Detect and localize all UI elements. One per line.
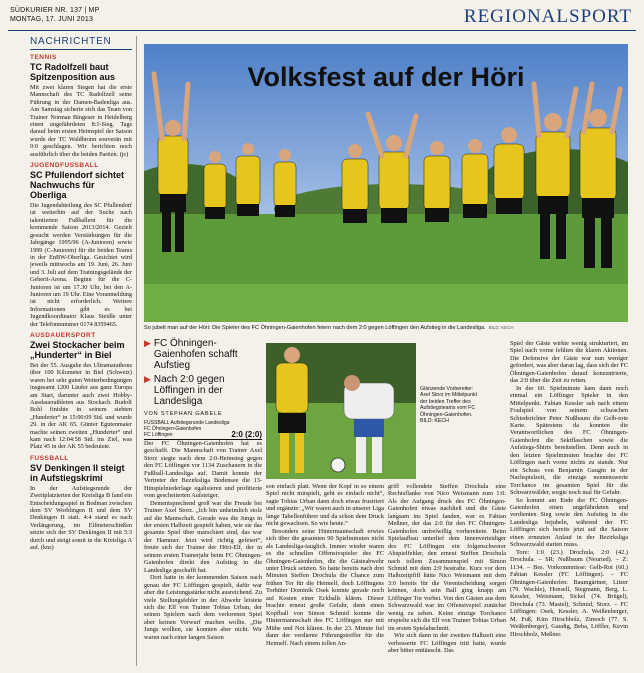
photo-credit: BILD: KECH <box>420 418 449 425</box>
paragraph: Spiel der Gäste wirkte wenig strukturiert, im Spiel nach vorne fehlten die klaren Aktionen. Die Defensive der Gäste war nun weniger gefordert, was aber daran lag, dass sich der FC Öhningen-Gaienhofen darauf konzentrierte, das 2:0 über die Zeit zu retten. <box>510 340 628 385</box>
away-team: FC Löffingen <box>144 432 173 438</box>
caption-text: So jubelt man auf der Höri: Die Spieler des FC Öhningen-Gaienhofen feiern nach dem 2:0 gegen Löffingen den Aufstieg in die Landesliga. <box>144 325 486 331</box>
news-headline: SV Denkingen II steigt in Aufstiegskrimi <box>30 462 125 483</box>
bullet-item <box>144 338 260 371</box>
action-photo-illustration <box>266 343 416 479</box>
main-photo <box>144 44 628 322</box>
photo-credit: BILD: KECH <box>488 325 514 330</box>
paragraph: Besonders seine Hintermannschaft erwies sich über die gesamten 90 Spielminuten nicht als Landesliga-tauglich. Immer wieder waren es die schnellen Offensivspieler des FC Öhningen-Gaienhofen, die die Gästeabwehr unter Druck setzten. So hatte bereits nach drei Minuten Steffen Drochula die Chance zum frühen Tor für die Heimelf, doch Löffingens Torhüter Dominik Osek konnte gerade noch auf Kosten einer Eckballs klären. Dieser brachte erneut große Gefahr, denn einen Kopfball von Simon Schmid konnte die Hintermannschaft des FC Löffingen nur mit Mühe und Not klären. In der 23. Minute fiel dann der verdiente Führungstreffer für die Heimelf. Nach einem tollen An- <box>266 527 384 647</box>
news-kicker: AUSDAUERSPORT <box>30 331 96 339</box>
news-body: Die Jugendabteilung des SC Pfullendorf ist weiterhin auf der Suche nach talentierten Fußballern für die kommende Saison 2013/2014. Gezielt gesucht werden Verstärkungen für die Jahrgänge 1995/96 (A-Junioren) sowie 1999 (C-Junioren) für die beiden Teams in der EnBW-Oberliga. Gesichtet wird jeweils mittwochs am 19. Juni, 26. Juni und 3. Juli auf dem Trainingsgelände der Geberit-Arena. Beginn für die C-Junioren ist um 17.30 Uhr, bei den A-Junioren um 19 Uhr. Eine Voranmeldung ist nicht erforderlich. Weitere Informationen gibt es bei Jugendkoordinator Klaus Steidle unter der Telefonnummer 0174 8359465. <box>30 202 132 328</box>
news-body: Bei der 55. Ausgabe des Ultramarathons über 100 Kilometer in Biel (Schweiz) waren bei sehr guten Wetterbedingungen insgesamt 1200 Läufer aus ganz Europa am Start, darunter auch zwei Hobby-Ausdauerathleten aus Stockach. Rudolf Bohl finishte in seinem siebten „Hunderter“ in 15:00:09 Std. und wurde 29. in der AK 65. Günter Egutenmaier machte seinen zweiten „Hunderter“ und kam nach 12:04:58 Std. ins Ziel, was Platz 45 in der AK 55 bedeutete. <box>30 361 132 451</box>
news-kicker: JUGENDFUSSBALL <box>30 162 99 170</box>
article-column-4 <box>510 340 628 666</box>
triangle-icon: ▶ <box>144 338 151 348</box>
match-box <box>144 420 262 440</box>
paragraph: Dementsprechend groß war die Freude bei Trainer Axel Storz. „Ich bin unheimlich stolz auf die Mannschaft. Gerade was die Jungs in der ersten Halbzeit gespielt haben, wie sie das gesamte Spiel über marschiert sind, das war der Hammer. Jetzt wird richtig gefeiert“, freute sich der Trainer der Höri-Elf, der in seinem ersten Trainerjahr beim FC Öhningen-Gaienhofen direkt den Aufstieg in die Landesliga geschafft hat. <box>144 499 262 574</box>
byline: VON STEPHAN GABELE <box>144 411 223 417</box>
news-headline: SC Pfullendorf sichtet Nachwuchs für Oberliga <box>30 170 125 201</box>
issue-line: SÜDKURIER NR. 137 | MP <box>10 7 100 14</box>
news-kicker: TENNIS <box>30 54 57 61</box>
news-body: Mit zwei klaren Siegen hat die erste Mannschaft des TC Radolfzell seine Führung in der Damen-Badenliga aus. Am Samstag sicherte sich das Team von Trainer Norman Bingeser in Heidelberg einen ungefährdeten 8:1-Sieg. Tags darauf beim ersten Heimspiel der Saison wurde der TC Waldbronn souverän mit 9:0 geschlagen. Wir berichten noch ausführlich über die beiden Partien. (jc) <box>30 84 132 158</box>
bullet-text: FC Öhningen-Gaienhofen schafft Aufstieg <box>153 338 238 371</box>
news-sidebar <box>30 36 137 666</box>
photo-headline: Volksfest auf der Höri <box>247 62 525 92</box>
issue-info <box>10 6 99 24</box>
home-team: FC Öhningen-Gaienhofen <box>144 426 202 432</box>
header-rule <box>8 30 636 31</box>
paragraph: Tore: 1:0 (23.) Drochula, 2:0 (42.) Drochula. – SR: Nußbaum (Neuried). – Z: 1134. – Bes. Vorkommnisse: Gelb-Rot (60.) Fabian Kessler (FC Löffingen). – FC Öhningen-Gaienhofen: Baumgärtner, Litzer (79. Wachle), Honsell, Stegmann, Berg, L. Kessler, Weismann, Sickel (74. Brügel), Drochula (73. Mastel), Schmid, Storz. – FC Löffingen: Osek, Kessler, A. Weißenberger, M. Fuß, Kim Hirschbolz, Zimoch (77. S. Weißenberger), Gaudig, Beha, Löffler, Kevin Hirschbolz, Meßner. <box>510 548 628 638</box>
article-column-1 <box>144 440 262 666</box>
news-headline: TC Radolfzell baut Spitzenposition aus <box>30 62 116 82</box>
headline-bullets <box>144 338 260 407</box>
triangle-icon: ▶ <box>144 374 151 384</box>
paragraph: Wie sich dann in der zweiten Halbzeit eine verbesserte FC Löffingen tritt hatte, wurde aber bitter enttäuscht. Das <box>388 632 506 654</box>
news-item <box>30 332 132 451</box>
score-label: FUSSBALL Aufstiegsrunde Landesliga <box>144 420 230 426</box>
news-headline: Zwei Stockacher beim „Hunderter“ in Biel <box>30 339 125 360</box>
news-body: In der Aufstiegsrunde der Zweitplatzierten der Kreisliga B fand ein Entscheidungsspiel in Bodman zwischen dem SV Worblingen II und dem SV Denkingen II statt. 4:4 stand es nach Verlängerung, im Elfmeterschießen setzte sich der SV Denkingen II mit 5:3 durch und steigt somit in die Kreisliga A auf. (kns) <box>30 484 132 552</box>
paragraph: In der 60. Spielminute kam dann noch einmal ein Löffinger Spieler in den Mittelpunkt. Fabian Kessler sah nach einem Foulspiel von seinem schwachen Schiedsrichter Peter Nußbaum die Gelb-rote Karte. Spätestens da konnten die Verantwortlichen des FC Öhningen-Gaienhofen die Sektflaschen sowie die Aufstiegs-Shirts bereitstellen. Denn auch in den letzten Spielminuten brachte der FC Löffingen nach vorne nichts zu stande. Nur ein Schuss von Benjamin Gaugin in der Nachspielzeit, die einzige nennenswerte Torchance im gesamten Spiel für die Schwarzwälder, sorgte noch mal für Gefahr. <box>510 384 628 497</box>
action-photo <box>266 343 416 479</box>
sidebar-title: NACHRICHTEN <box>30 36 132 50</box>
paragraph: griff vollendete Steffen Drochula eine Rechtsflanke von Nico Weismann zum 1:0. Als der Aufgang druck des FC Öhningen-Gaienhofen etwas nachließ und die Gäste langsam ins Spiel fanden, war es Fabian Meßner, der das 2:0 für den FC Öhningen-Gaienhofen unfreiwillig vorbereitete. Beim Spielaufbau unterlief dem Innenverteidiger des FC Löffingen ein folgenschwerer Abspielfehler, den erneut Steffen Drochula nach tollem Zusammenspiel mit Simon Schmid mit dem 2:0 bestrafte. Kurz vor dem Halbzeitpfiff hätte Nico Weismann mit dem 3:0 bereits für die Vorentscheidung sorgen können, doch sein Ball ging knapp am Löffinger Tor vorbei. Von den Gästen aus dem Schwarzwald war im Offensivspiel zunächst wenig zu sehen. Keine einzige Torchance erspielte sich die Elf von Trainer Tobias Urban im ersten Spielabschnitt. <box>388 483 506 632</box>
match-result: 2:0 (2:0) <box>231 430 262 439</box>
page-header <box>0 0 644 34</box>
action-photo-caption <box>420 386 482 424</box>
paragraph: Dort hatte in der kommenden Saison nach genau der FC Löffingen gespielt, dafür war aber die Leistungsstärke nicht ausreichend. Zu viele Stellungsfehler in der Abwehr leistete sich die Elf von Trainer Tobias Urban, der seinen Spielern nach dem verlorenen Spiel aber keinen Vorwurf machen wollte. „Die Jungs wollten, sie konnten aber nicht. Wir waren nach einer langen Saison <box>144 574 262 641</box>
photo-caption <box>144 324 628 332</box>
news-item <box>30 455 132 552</box>
article-column-3 <box>388 483 506 666</box>
article-column-2 <box>266 483 384 666</box>
date-line: MONTAG, 17. JUNI 2013 <box>10 16 94 23</box>
score-row <box>144 426 262 440</box>
paragraph: Der FC Öhningen-Gaienhofen hat es geschafft. Die Mannschaft von Trainer Axel Storz siegte nach dem 2:0-Heimsieg gegen den FC Löffingen vor 1134 Zuschauern in die Fußball-Landesliga auf. Damit konnte der Vertreter der Bezirksliga Bodensee die 13-Hinspielniederlage egalisieren und profitierte vom gescheiterten Aufsteiger. <box>144 440 262 500</box>
bullet-text: Nach 2:0 gegen Löffingen in der Landesliga <box>153 374 225 407</box>
news-item <box>30 162 132 328</box>
article-intro <box>144 338 260 417</box>
paragraph: son einfach platt. Wenn der Kopf in so einem Spiel nicht mitspielt, geht es einfach nicht“, sagte Tobias Urban dann doch etwas frustriert und ergänzte: „Wir waren auch in unserer Liga lange Tabellenführer und da schon dem Druck nicht gewachsen. So wie heute.“ <box>266 483 384 528</box>
caption-text: Glänzende Vorbereiter: Axel Storz im Mittelpunkt der beiden Treffer des Aufstiegsteams vom FC Öhningen-Gaienhofen. <box>420 386 478 418</box>
news-item <box>30 54 132 158</box>
news-kicker: FUSSBALL <box>30 454 69 462</box>
section-title: REGIONALSPORT <box>463 6 632 27</box>
paragraph: So kommt am Ende der FC Öhningen-Gaienhofen einen ungefährdeten und verdienten Sieg sowie den Aufstieg in die Landesliga bejubeln, während der FC Löffingen sich bereits jetzt auf die Saison einen erneuten Anlauf in der Bezirksliga Schwarzwald starten muss. <box>510 496 628 549</box>
bullet-item <box>144 374 260 407</box>
